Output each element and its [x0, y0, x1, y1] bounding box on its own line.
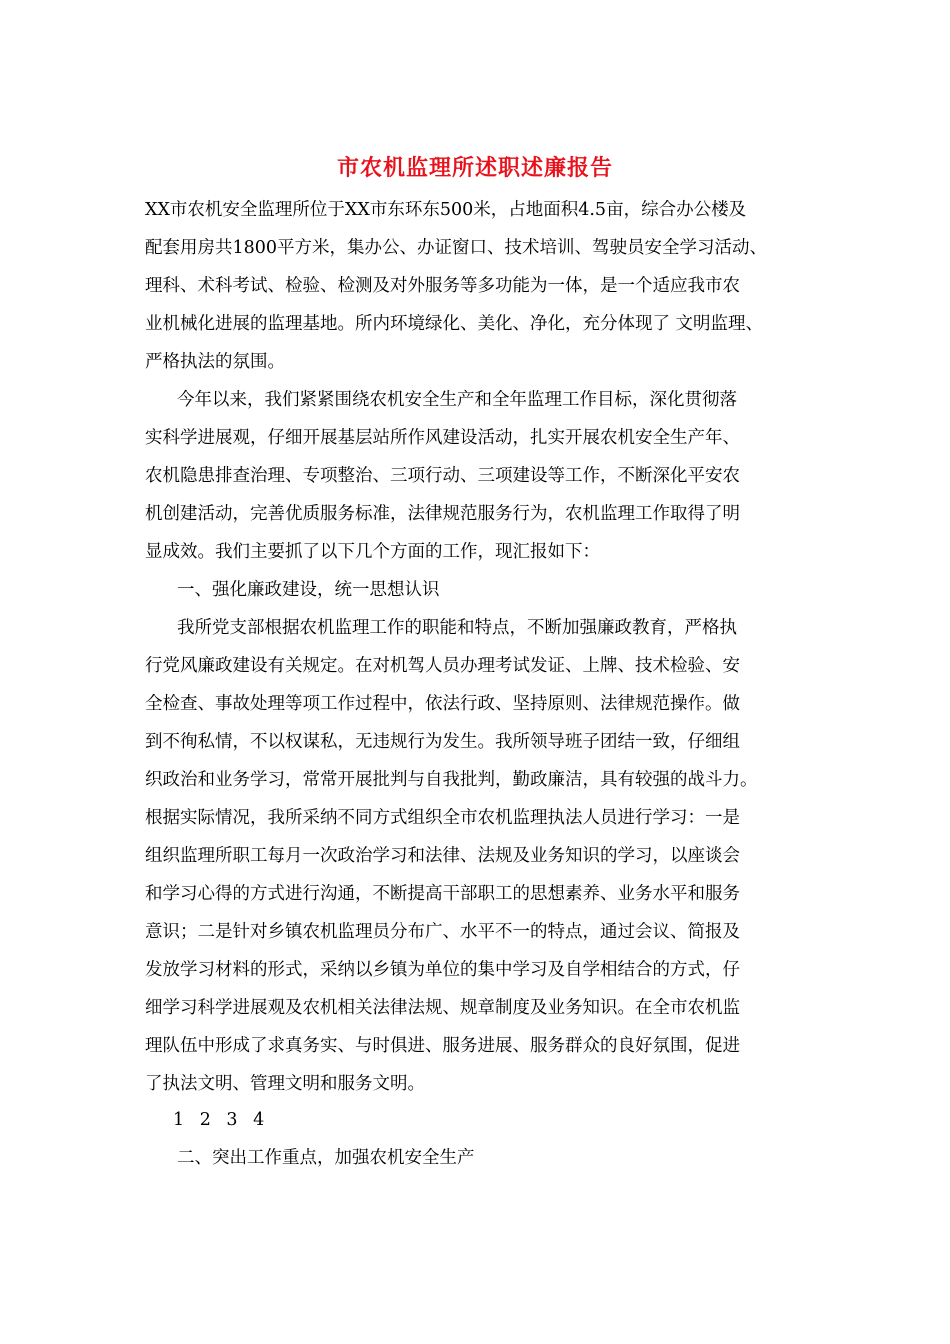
text-line: 机创建活动，完善优质服务标准，法律规范服务行为，农机监理工作取得了明	[145, 504, 740, 524]
text-line: 组织监理所职工每月一次政治学习和法律、法规及业务知识的学习，以座谈会	[145, 846, 740, 866]
text-line: 农机隐患排查治理、专项整治、三项行动、三项建设等工作，不断深化平安农	[145, 466, 740, 486]
document-title: 市农机监理所述职述廉报告	[336, 155, 613, 181]
text-line: 理科、术科考试、检验、检测及对外服务等多功能为一体，是一个适应我市农	[145, 276, 740, 296]
text-line: 理队伍中形成了求真务实、与时俱进、服务进展、服务群众的良好氛围，促进	[145, 1036, 740, 1056]
text-line: 显成效。我们主要抓了以下几个方面的工作，现汇报如下：	[145, 542, 600, 562]
text-line: 发放学习材料的形式，采纳以乡镇为单位的集中学习及自学相结合的方式，仔	[145, 960, 740, 980]
text-line: 织政治和业务学习，常常开展批判与自我批判，勤政廉洁，具有较强的战斗力。	[145, 770, 758, 790]
text-line: 今年以来，我们紧紧围绕农机安全生产和全年监理工作目标，深化贯彻落	[177, 390, 737, 410]
text-line: 意识；二是针对乡镇农机监理员分布广、水平不一的特点，通过会议、简报及	[145, 922, 740, 942]
text-line: 到不徇私情，不以权谋私，无违规行为发生。我所领导班子团结一致，仔细组	[145, 732, 740, 752]
text-line: XX市农机安全监理所位于XX市东环东500米，占地面积4.5亩，综合办公楼及	[145, 200, 747, 220]
text-line: 了执法文明、管理文明和服务文明。	[145, 1074, 425, 1094]
text-line: 配套用房共1800平方米，集办公、办证窗口、技术培训、驾驶员安全学习活动、	[145, 238, 768, 258]
text-line: 业机械化进展的监理基地。所内环境绿化、美化、净化，充分体现了 文明监理、	[145, 314, 764, 334]
text-line: 根据实际情况，我所采纳不同方式组织全市农机监理执法人员进行学习：一是	[145, 808, 740, 828]
text-line: 行党风廉政建设有关规定。在对机驾人员办理考试发证、上牌、技术检验、安	[145, 656, 740, 676]
text-line: 严格执法的氛围。	[145, 352, 285, 372]
text-line: 我所党支部根据农机监理工作的职能和特点，不断加强廉政教育，严格执	[177, 618, 737, 638]
text-line: 全检查、事故处理等项工作过程中，依法行政、坚持原则、法律规范操作。做	[145, 694, 740, 714]
page-numbers: 1 2 3 4	[173, 1110, 270, 1130]
text-line: 实科学进展观，仔细开展基层站所作风建设活动，扎实开展农机安全生产年、	[145, 428, 740, 448]
section-heading: 二、突出工作重点，加强农机安全生产	[177, 1148, 475, 1168]
section-heading: 一、强化廉政建设，统一思想认识	[177, 580, 440, 600]
text-line: 和学习心得的方式进行沟通，不断提高干部职工的思想素养、业务水平和服务	[145, 884, 740, 904]
text-line: 细学习科学进展观及农机相关法律法规、规章制度及业务知识。在全市农机监	[145, 998, 740, 1018]
